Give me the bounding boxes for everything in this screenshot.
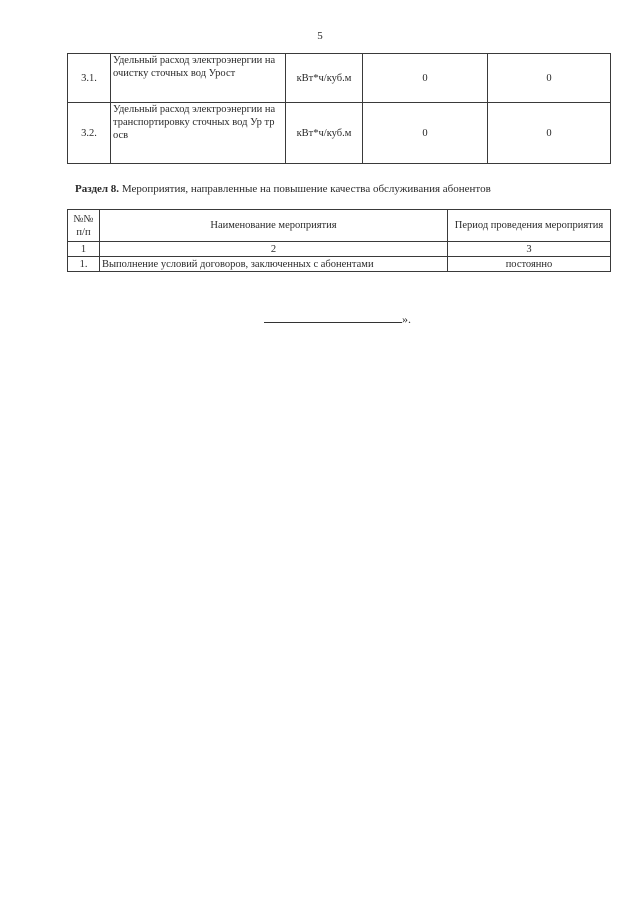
header-num: №№ п/п	[68, 210, 100, 242]
section-title: Мероприятия, направленные на повышение качества обслуживания абонентов	[121, 183, 491, 195]
value-cell: 0	[488, 54, 611, 103]
table-row	[68, 54, 611, 103]
column-index: 1	[68, 242, 100, 257]
column-index: 3	[448, 242, 611, 257]
indicator-name: Удельный расход электроэнергии на очистку сточных вод Урост	[111, 54, 286, 103]
row-number: 3.2.	[68, 103, 111, 164]
measures-table	[67, 209, 611, 272]
column-index-row	[68, 242, 611, 257]
indicators-table	[67, 53, 611, 164]
value-cell: 0	[363, 54, 488, 103]
header-name: Наименование мероприятия	[100, 210, 448, 242]
unit-cell: кВт*ч/куб.м	[286, 54, 363, 103]
table-row	[68, 257, 611, 272]
value-cell: 0	[488, 103, 611, 164]
indicator-name: Удельный расход электроэнергии на транспортировку сточных вод Ур тр осв	[111, 103, 286, 164]
header-period: Период проведения мероприятия	[448, 210, 611, 242]
value-cell: 0	[363, 103, 488, 164]
blank-line	[264, 312, 402, 323]
measure-name: Выполнение условий договоров, заключенных с абонентами	[100, 257, 448, 272]
row-number: 1.	[68, 257, 100, 272]
page-number: 5	[317, 30, 323, 42]
unit-cell: кВт*ч/куб.м	[286, 103, 363, 164]
section-heading	[75, 183, 491, 195]
row-number: 3.1.	[68, 54, 111, 103]
closing-quote: ».	[402, 312, 411, 326]
measure-period: постоянно	[448, 257, 611, 272]
table-row	[68, 103, 611, 164]
table-header-row	[68, 210, 611, 242]
closing-signature-line	[264, 312, 411, 327]
section-label: Раздел 8.	[75, 183, 120, 195]
column-index: 2	[100, 242, 448, 257]
